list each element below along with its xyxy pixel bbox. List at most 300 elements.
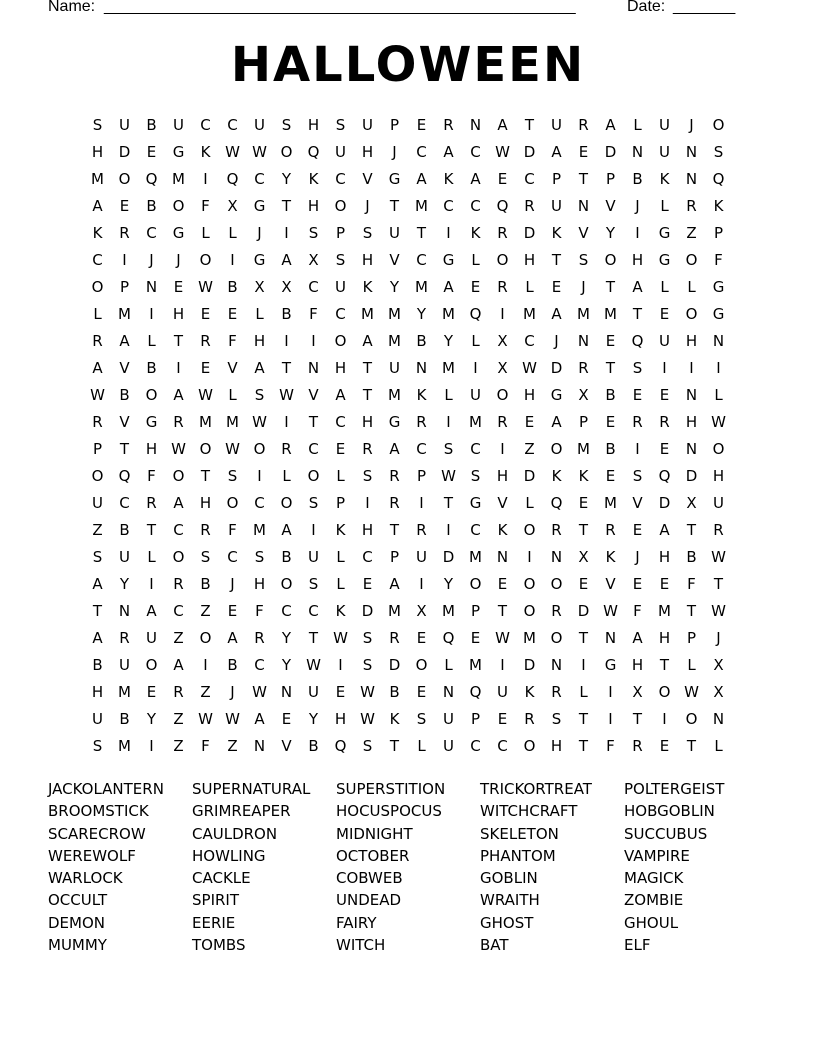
grid-letter[interactable]: T [686,521,697,539]
grid-letter[interactable]: D [604,143,617,161]
grid-letter[interactable]: E [362,575,373,593]
grid-letter[interactable]: M [523,305,536,323]
grid-letter[interactable]: A [443,278,454,296]
grid-letter[interactable]: Z [686,224,697,242]
grid-letter[interactable]: G [658,251,671,269]
grid-letter[interactable]: R [497,413,508,431]
grid-letter[interactable]: O [496,386,509,404]
grid-letter[interactable]: O [523,575,536,593]
grid-letter[interactable]: C [470,143,481,161]
grid-letter[interactable]: R [605,521,616,539]
grid-letter[interactable]: D [523,224,536,242]
grid-letter[interactable]: L [255,305,264,323]
grid-letter[interactable]: J [230,683,235,701]
grid-letter[interactable]: E [659,440,670,458]
grid-letter[interactable]: Q [496,197,509,215]
grid-letter[interactable]: I [527,548,532,566]
grid-letter[interactable]: D [523,143,536,161]
grid-letter[interactable]: R [146,494,157,512]
grid-letter[interactable]: M [172,170,185,188]
grid-letter[interactable]: Z [524,440,535,458]
grid-letter[interactable]: N [712,332,725,350]
grid-letter[interactable]: B [686,548,697,566]
grid-letter[interactable]: Z [173,710,184,728]
grid-letter[interactable]: A [362,332,373,350]
grid-letter[interactable]: I [662,710,667,728]
grid-letter[interactable]: O [307,467,320,485]
grid-letter[interactable]: G [145,413,158,431]
grid-letter[interactable]: L [417,737,426,755]
grid-letter[interactable]: B [119,521,130,539]
grid-letter[interactable]: U [551,197,562,215]
grid-letter[interactable]: C [470,521,481,539]
grid-letter[interactable]: B [227,656,238,674]
grid-letter[interactable]: R [416,413,427,431]
grid-letter[interactable]: V [119,413,130,431]
grid-letter[interactable]: A [389,440,400,458]
grid-letter[interactable]: G [550,386,563,404]
grid-letter[interactable]: P [92,440,103,458]
grid-letter[interactable]: I [149,575,154,593]
grid-letter[interactable]: F [201,737,210,755]
grid-letter[interactable]: M [442,305,455,323]
grid-letter[interactable]: C [335,170,346,188]
grid-letter[interactable]: X [497,332,508,350]
grid-letter[interactable]: L [525,278,534,296]
grid-letter[interactable]: T [362,359,373,377]
grid-letter[interactable]: O [199,629,212,647]
grid-letter[interactable]: S [362,737,373,755]
grid-letter[interactable]: K [713,197,724,215]
grid-letter[interactable]: H [361,521,374,539]
grid-letter[interactable]: C [416,143,427,161]
grid-letter[interactable]: C [173,602,184,620]
grid-letter[interactable]: H [199,494,212,512]
grid-letter[interactable]: P [470,710,481,728]
grid-letter[interactable]: V [497,494,508,512]
grid-letter[interactable]: N [253,737,266,755]
grid-letter[interactable]: I [500,440,505,458]
grid-letter[interactable]: G [469,494,482,512]
grid-letter[interactable]: B [281,548,292,566]
grid-letter[interactable]: T [686,737,697,755]
grid-letter[interactable]: Z [200,602,211,620]
grid-letter[interactable]: H [361,413,374,431]
grid-letter[interactable]: M [118,305,131,323]
grid-letter[interactable]: G [172,143,185,161]
grid-letter[interactable]: M [604,305,617,323]
grid-letter[interactable]: X [686,494,697,512]
grid-letter[interactable]: N [307,359,320,377]
grid-letter[interactable]: K [659,170,670,188]
grid-letter[interactable]: D [550,359,563,377]
grid-letter[interactable]: T [713,575,724,593]
grid-letter[interactable]: I [446,413,451,431]
grid-letter[interactable]: Q [469,305,482,323]
grid-letter[interactable]: C [416,251,427,269]
grid-letter[interactable]: W [225,143,240,161]
grid-letter[interactable]: E [227,602,238,620]
grid-letter[interactable]: H [91,683,104,701]
grid-letter[interactable]: R [443,116,454,134]
grid-letter[interactable]: Y [443,575,454,593]
grid-letter[interactable]: M [577,440,590,458]
grid-letter[interactable]: A [119,332,130,350]
grid-letter[interactable]: I [284,332,289,350]
grid-letter[interactable]: K [389,710,400,728]
grid-letter[interactable]: K [200,143,211,161]
grid-letter[interactable]: U [308,683,319,701]
grid-letter[interactable]: U [335,278,346,296]
grid-letter[interactable]: H [253,575,266,593]
grid-letter[interactable]: V [605,575,616,593]
grid-letter[interactable]: N [577,332,590,350]
grid-letter[interactable]: R [551,521,562,539]
grid-letter[interactable]: H [172,305,185,323]
grid-letter[interactable]: T [173,332,184,350]
grid-letter[interactable]: R [119,629,130,647]
grid-letter[interactable]: R [173,575,184,593]
grid-letter[interactable]: S [254,548,265,566]
grid-letter[interactable]: R [200,332,211,350]
grid-letter[interactable]: N [685,386,698,404]
grid-letter[interactable]: H [307,197,320,215]
grid-letter[interactable]: U [443,737,454,755]
grid-letter[interactable]: P [578,413,589,431]
grid-letter[interactable]: S [578,251,589,269]
grid-letter[interactable]: N [469,116,482,134]
grid-letter[interactable]: E [578,143,589,161]
grid-letter[interactable]: N [631,143,644,161]
grid-letter[interactable]: W [333,629,348,647]
grid-letter[interactable]: V [281,737,292,755]
grid-letter[interactable]: R [416,521,427,539]
grid-letter[interactable]: D [118,143,131,161]
grid-letter[interactable]: N [685,440,698,458]
grid-letter[interactable]: W [90,386,105,404]
grid-letter[interactable]: F [633,602,642,620]
grid-letter[interactable]: U [551,116,562,134]
grid-letter[interactable]: M [415,278,428,296]
name-blank-line[interactable]: _____________________________________________________ [104,0,576,15]
grid-letter[interactable]: E [659,737,670,755]
grid-letter[interactable]: H [685,413,698,431]
grid-letter[interactable]: Q [469,683,482,701]
grid-letter[interactable]: C [308,602,319,620]
grid-letter[interactable]: I [581,656,586,674]
grid-letter[interactable]: L [471,332,480,350]
grid-letter[interactable]: E [416,629,427,647]
grid-letter[interactable]: R [200,521,211,539]
grid-letter[interactable]: M [388,305,401,323]
grid-letter[interactable]: R [713,521,724,539]
grid-letter[interactable]: O [280,143,293,161]
grid-letter[interactable]: O [523,602,536,620]
grid-letter[interactable]: A [281,251,292,269]
grid-letter[interactable]: R [389,467,400,485]
grid-letter[interactable]: G [712,305,725,323]
grid-letter[interactable]: N [685,170,698,188]
grid-letter[interactable]: T [389,521,400,539]
grid-letter[interactable]: A [551,305,562,323]
grid-letter[interactable]: G [388,170,401,188]
grid-letter[interactable]: L [444,656,453,674]
grid-letter[interactable]: F [309,305,318,323]
grid-letter[interactable]: X [281,278,292,296]
grid-letter[interactable]: J [554,332,559,350]
grid-letter[interactable]: M [199,413,212,431]
grid-letter[interactable]: B [605,440,616,458]
grid-letter[interactable]: Q [118,467,131,485]
grid-letter[interactable]: O [199,440,212,458]
grid-letter[interactable]: S [308,224,319,242]
grid-letter[interactable]: R [659,413,670,431]
grid-letter[interactable]: O [226,494,239,512]
grid-letter[interactable]: H [334,710,347,728]
grid-letter[interactable]: Q [658,467,671,485]
grid-letter[interactable]: L [471,251,480,269]
grid-letter[interactable]: I [500,305,505,323]
grid-letter[interactable]: O [145,386,158,404]
grid-letter[interactable]: A [470,170,481,188]
grid-letter[interactable]: Y [605,224,616,242]
grid-letter[interactable]: I [284,413,289,431]
grid-letter[interactable]: F [147,467,156,485]
grid-letter[interactable]: G [604,656,617,674]
grid-letter[interactable]: T [578,521,589,539]
grid-letter[interactable]: O [550,440,563,458]
grid-letter[interactable]: R [281,440,292,458]
grid-letter[interactable]: R [173,683,184,701]
grid-letter[interactable]: C [227,548,238,566]
grid-letter[interactable]: M [388,332,401,350]
grid-letter[interactable]: I [230,251,235,269]
grid-letter[interactable]: C [470,197,481,215]
grid-letter[interactable]: I [608,710,613,728]
grid-letter[interactable]: S [470,467,481,485]
grid-letter[interactable]: W [495,629,510,647]
grid-letter[interactable]: W [198,278,213,296]
grid-letter[interactable]: Y [281,170,292,188]
grid-letter[interactable]: H [631,656,644,674]
grid-letter[interactable]: X [578,386,589,404]
grid-letter[interactable]: O [685,305,698,323]
grid-letter[interactable]: H [253,332,266,350]
grid-letter[interactable]: P [605,170,616,188]
grid-letter[interactable]: I [419,575,424,593]
grid-letter[interactable]: J [716,629,721,647]
grid-letter[interactable]: R [92,332,103,350]
grid-letter[interactable]: H [361,143,374,161]
grid-letter[interactable]: O [253,440,266,458]
grid-letter[interactable]: F [255,602,264,620]
grid-letter[interactable]: E [200,305,211,323]
grid-letter[interactable]: S [92,116,103,134]
grid-letter[interactable]: I [446,224,451,242]
grid-letter[interactable]: A [173,386,184,404]
grid-letter[interactable]: Z [173,737,184,755]
grid-letter[interactable]: U [119,656,130,674]
grid-letter[interactable]: T [686,602,697,620]
grid-letter[interactable]: R [389,629,400,647]
grid-letter[interactable]: D [523,467,536,485]
grid-letter[interactable]: A [632,629,643,647]
grid-letter[interactable]: K [578,467,589,485]
grid-letter[interactable]: O [415,656,428,674]
grid-letter[interactable]: C [524,170,535,188]
grid-letter[interactable]: I [311,332,316,350]
grid-letter[interactable]: W [522,359,537,377]
grid-letter[interactable]: E [173,278,184,296]
grid-letter[interactable]: U [713,494,724,512]
grid-letter[interactable]: O [496,251,509,269]
grid-letter[interactable]: T [443,494,454,512]
grid-letter[interactable]: G [388,413,401,431]
grid-letter[interactable]: H [523,251,536,269]
grid-letter[interactable]: T [389,737,400,755]
grid-letter[interactable]: V [389,251,400,269]
grid-letter[interactable]: E [524,413,535,431]
grid-letter[interactable]: W [279,386,294,404]
grid-letter[interactable]: F [687,575,696,593]
grid-letter[interactable]: S [254,386,265,404]
grid-letter[interactable]: H [550,737,563,755]
grid-letter[interactable]: L [444,386,453,404]
grid-letter[interactable]: N [442,683,455,701]
grid-letter[interactable]: O [550,575,563,593]
grid-letter[interactable]: W [360,710,375,728]
grid-letter[interactable]: R [551,602,562,620]
grid-letter[interactable]: R [173,413,184,431]
grid-letter[interactable]: Y [281,656,292,674]
grid-letter[interactable]: K [443,170,454,188]
grid-letter[interactable]: L [714,737,723,755]
grid-letter[interactable]: L [579,683,588,701]
grid-letter[interactable]: T [308,413,319,431]
grid-letter[interactable]: I [662,359,667,377]
grid-letter[interactable]: E [497,170,508,188]
grid-letter[interactable]: N [145,278,158,296]
grid-letter[interactable]: A [335,386,346,404]
grid-letter[interactable]: B [389,683,400,701]
grid-letter[interactable]: Z [227,737,238,755]
grid-letter[interactable]: S [227,467,238,485]
grid-letter[interactable]: R [551,683,562,701]
grid-letter[interactable]: T [416,224,427,242]
grid-letter[interactable]: T [146,521,157,539]
grid-letter[interactable]: U [119,548,130,566]
grid-letter[interactable]: A [254,359,265,377]
grid-letter[interactable]: J [581,278,586,296]
grid-letter[interactable]: U [92,494,103,512]
grid-letter[interactable]: T [281,197,292,215]
grid-letter[interactable]: S [362,467,373,485]
grid-letter[interactable]: O [712,440,725,458]
grid-letter[interactable]: J [689,116,694,134]
grid-letter[interactable]: E [659,386,670,404]
grid-letter[interactable]: I [635,224,640,242]
grid-letter[interactable]: E [605,413,616,431]
grid-letter[interactable]: K [362,278,373,296]
grid-letter[interactable]: L [228,224,237,242]
grid-letter[interactable]: O [145,656,158,674]
grid-letter[interactable]: B [119,710,130,728]
grid-letter[interactable]: O [334,332,347,350]
grid-letter[interactable]: I [149,737,154,755]
grid-letter[interactable]: I [635,440,640,458]
grid-letter[interactable]: X [713,683,724,701]
grid-letter[interactable]: R [497,224,508,242]
grid-letter[interactable]: E [497,710,508,728]
grid-letter[interactable]: P [389,548,400,566]
grid-letter[interactable]: L [147,548,156,566]
grid-letter[interactable]: W [198,386,213,404]
grid-letter[interactable]: L [336,575,345,593]
grid-letter[interactable]: W [252,143,267,161]
grid-letter[interactable]: E [227,305,238,323]
grid-letter[interactable]: L [714,386,723,404]
grid-letter[interactable]: C [200,116,211,134]
grid-letter[interactable]: W [441,467,456,485]
grid-letter[interactable]: W [252,683,267,701]
grid-letter[interactable]: T [281,359,292,377]
grid-letter[interactable]: A [632,278,643,296]
grid-letter[interactable]: K [335,521,346,539]
grid-letter[interactable]: L [687,656,696,674]
grid-letter[interactable]: G [658,224,671,242]
grid-letter[interactable]: U [119,116,130,134]
grid-letter[interactable]: I [122,251,127,269]
grid-letter[interactable]: K [92,224,103,242]
grid-letter[interactable]: N [550,656,563,674]
grid-letter[interactable]: P [335,494,346,512]
grid-letter[interactable]: T [200,467,211,485]
grid-letter[interactable]: A [605,116,616,134]
grid-letter[interactable]: Q [334,737,347,755]
grid-letter[interactable]: W [252,413,267,431]
grid-letter[interactable]: I [149,305,154,323]
grid-letter[interactable]: L [687,278,696,296]
grid-letter[interactable]: E [146,683,157,701]
grid-letter[interactable]: L [282,467,291,485]
grid-letter[interactable]: B [281,305,292,323]
grid-letter[interactable]: O [523,737,536,755]
grid-letter[interactable]: U [389,359,400,377]
grid-letter[interactable]: C [281,602,292,620]
grid-letter[interactable]: N [496,548,509,566]
grid-letter[interactable]: E [281,710,292,728]
grid-letter[interactable]: K [470,224,481,242]
grid-letter[interactable]: F [714,251,723,269]
grid-letter[interactable]: C [308,440,319,458]
grid-letter[interactable]: A [416,170,427,188]
grid-letter[interactable]: H [523,386,536,404]
grid-letter[interactable]: C [227,116,238,134]
grid-letter[interactable]: T [497,602,508,620]
grid-letter[interactable]: I [419,494,424,512]
grid-letter[interactable]: O [523,521,536,539]
grid-letter[interactable]: N [280,683,293,701]
grid-letter[interactable]: W [603,602,618,620]
grid-letter[interactable]: M [388,602,401,620]
grid-letter[interactable]: J [635,548,640,566]
grid-letter[interactable]: W [360,683,375,701]
grid-letter[interactable]: I [716,359,721,377]
grid-letter[interactable]: G [253,251,266,269]
grid-letter[interactable]: E [416,116,427,134]
grid-letter[interactable]: R [686,197,697,215]
grid-letter[interactable]: X [632,683,643,701]
